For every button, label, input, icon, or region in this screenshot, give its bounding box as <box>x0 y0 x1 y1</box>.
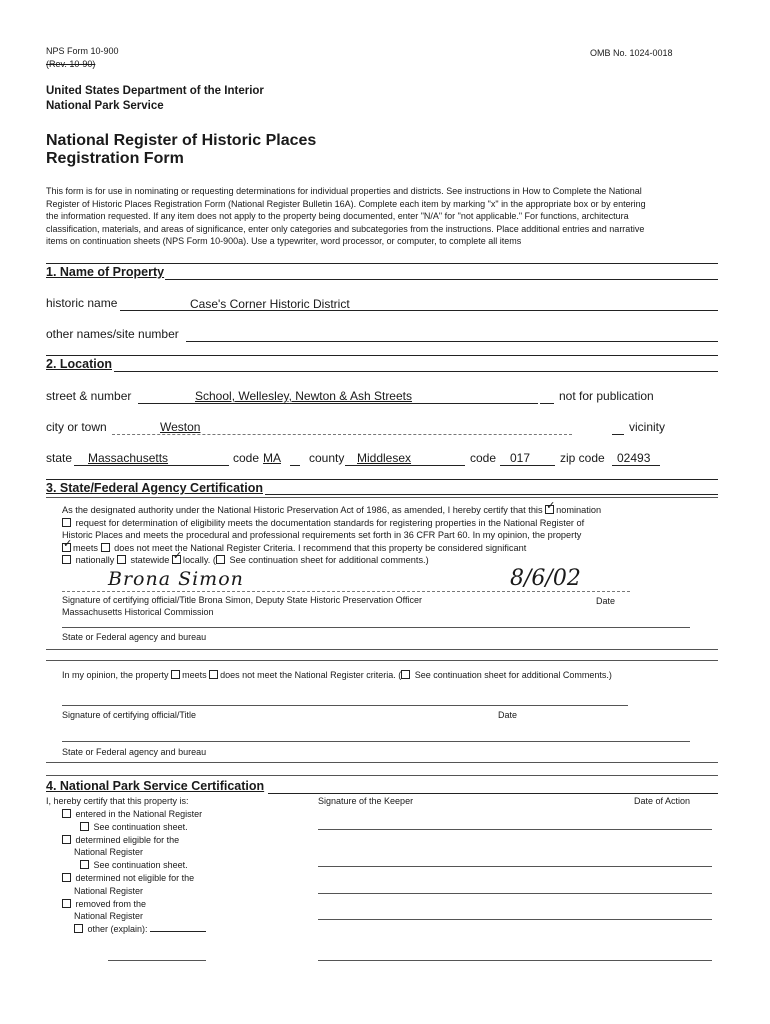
instructions-line: the information requested. If any item does not apply to the property being documented, enter "N/A" for "not applicable." For functions, architectura <box>46 211 629 221</box>
opinion-meets-label: meets <box>182 670 207 680</box>
section-4-heading: 4. National Park Service Certification <box>46 779 265 793</box>
determined-eligible-label: determined eligible for the <box>75 834 180 845</box>
divider <box>46 355 718 356</box>
removed-label-2: National Register <box>74 911 144 922</box>
determined-eligible-checkbox[interactable] <box>62 835 71 844</box>
street-label: street & number <box>46 389 132 403</box>
certification-line: request for determination of eligibility meets the documentation standards for registering properties in the National Register of <box>75 517 585 528</box>
does-not-meet-label: does not meet the National Register Criteria. I recommend that this property be considered significant <box>114 542 527 553</box>
official-signature: Brona Simon <box>108 568 244 590</box>
county-code-underline <box>500 465 555 466</box>
other-explain-line[interactable] <box>108 960 206 961</box>
county-label: county <box>309 451 345 465</box>
opinion-does-not-meet-checkbox[interactable] <box>209 670 218 679</box>
keeper-signature-line-5[interactable] <box>318 960 712 961</box>
divider <box>46 660 718 661</box>
divider <box>290 465 300 466</box>
divider <box>46 762 718 763</box>
divider <box>114 371 718 372</box>
state-underline <box>74 465 229 466</box>
nationally-label: nationally <box>75 555 115 565</box>
request-checkbox[interactable] <box>62 518 71 527</box>
county-code-label: code <box>470 451 497 465</box>
does-not-meet-checkbox[interactable] <box>101 543 110 552</box>
county-code-field[interactable]: 017 <box>510 451 531 465</box>
form-number: NPS Form 10-900 <box>46 46 119 56</box>
divider <box>46 479 718 480</box>
date-label: Date <box>596 596 616 606</box>
form-subtitle: Registration Form <box>46 150 184 167</box>
form-title: National Register of Historic Places <box>46 132 317 149</box>
city-underline <box>112 434 572 435</box>
opinion-text <box>62 669 612 682</box>
signature-date: 8/6/02 <box>510 566 581 591</box>
see-continuation-2-checkbox[interactable] <box>80 860 89 869</box>
state-code-field[interactable]: MA <box>263 451 281 465</box>
date2-label: Date <box>498 710 518 720</box>
opinion-continuation-label: See continuation sheet for additional Comments.) <box>414 670 612 680</box>
removed-checkbox[interactable] <box>62 899 71 908</box>
agency2-line[interactable] <box>62 741 690 742</box>
statewide-checkbox[interactable] <box>117 555 126 564</box>
agency-line <box>62 627 690 628</box>
agency2-label: State or Federal agency and bureau <box>62 747 207 757</box>
section-2-heading: 2. Location <box>46 357 112 371</box>
certification-text <box>62 504 712 567</box>
historic-name-field[interactable]: Case's Corner Historic District <box>190 297 350 311</box>
nps-options <box>62 808 206 936</box>
instructions <box>46 185 726 248</box>
instructions-line: items on continuation sheets (NPS Form 10-900a). Use a typewriter, word processor, or computer, to complete all items <box>46 236 522 246</box>
entered-label: entered in the National Register <box>75 809 203 819</box>
keeper-signature-line-3[interactable] <box>318 893 712 894</box>
locally-checkbox[interactable] <box>172 555 181 564</box>
continuation-checkbox[interactable] <box>216 555 225 564</box>
street-underline <box>138 403 538 404</box>
other-explain-field[interactable] <box>150 931 206 932</box>
removed-label: removed from the <box>75 898 147 909</box>
not-for-publication-label: not for publication <box>559 389 654 403</box>
locally-label: locally. ( <box>182 555 216 565</box>
agency-value: Massachusetts Historical Commission <box>62 607 214 617</box>
department: United States Department of the Interior <box>46 85 264 97</box>
not-eligible-checkbox[interactable] <box>62 873 71 882</box>
nationally-checkbox[interactable] <box>62 555 71 564</box>
nomination-checkbox[interactable] <box>545 505 554 514</box>
opinion-lead: In my opinion, the property <box>62 670 169 680</box>
keeper-signature-line-1[interactable] <box>318 829 712 830</box>
state-code-label: code <box>233 451 260 465</box>
date-of-action-label: Date of Action <box>634 796 691 806</box>
county-field[interactable]: Middlesex <box>357 451 412 465</box>
vicinity-checkbox[interactable] <box>612 434 624 435</box>
zip-label: zip code <box>560 451 605 465</box>
signature2-label: Signature of certifying official/Title <box>62 710 197 720</box>
county-underline <box>345 465 465 466</box>
vicinity-label: vicinity <box>629 420 666 434</box>
opinion-does-not-meet-label: does not meet the National Register criteria. ( <box>220 670 402 680</box>
section-3-heading: 3. State/Federal Agency Certification <box>46 481 263 495</box>
instructions-line: classification, materials, and areas of significance, enter only categories and subcategories from the instructions. Place additional entries and narrative <box>46 223 645 234</box>
opinion-meets-checkbox[interactable] <box>171 670 180 679</box>
city-field[interactable]: Weston <box>160 420 201 434</box>
divider <box>265 494 718 495</box>
state-field[interactable]: Massachusetts <box>88 451 169 465</box>
divider <box>165 279 718 280</box>
service: National Park Service <box>46 100 164 112</box>
zip-field[interactable]: 02493 <box>617 451 651 465</box>
meets-checkbox[interactable] <box>62 543 71 552</box>
nomination-label: nomination <box>556 505 602 515</box>
see-continuation-1-label: See continuation sheet. <box>93 821 188 832</box>
signature-label: Signature of certifying official/Title Brona Simon, Deputy State Historic Preservation Officer <box>62 595 422 605</box>
entered-checkbox[interactable] <box>62 809 71 818</box>
divider <box>46 649 718 650</box>
certification-line: Historic Places and meets the procedural and professional requirements set forth in 36 CFR Part 60. In my opinion, the property <box>62 530 582 540</box>
divider <box>46 497 718 498</box>
determined-eligible-label-2: National Register <box>74 847 144 858</box>
divider <box>46 775 718 776</box>
section-1-heading: 1. Name of Property <box>46 265 165 279</box>
keeper-signature-label: Signature of the Keeper <box>318 796 414 806</box>
other-checkbox[interactable] <box>74 924 83 933</box>
continuation-label: See continuation sheet for additional comments.) <box>229 555 429 565</box>
omb-number: OMB No. 1024-0018 <box>590 48 673 58</box>
signature-line <box>62 591 630 592</box>
zip-underline <box>612 465 660 466</box>
agency-label: State or Federal agency and bureau <box>62 632 207 642</box>
statewide-label: statewide <box>130 555 170 565</box>
certification-line: As the designated authority under the National Historic Preservation Act of 1986, as amended, I hereby certify that this <box>62 505 543 515</box>
meets-label: meets <box>73 542 99 553</box>
keeper-signature-line-4[interactable] <box>318 919 712 920</box>
instructions-line: Register of Historic Places Registration Form (National Register Bulletin 16A). Complete each item by marking "x" in the appropriate box or by entering <box>46 198 646 209</box>
state-label: state <box>46 451 73 465</box>
city-label: city or town <box>46 420 107 434</box>
see-continuation-2-label: See continuation sheet. <box>93 860 188 871</box>
not-eligible-label-2: National Register <box>74 885 144 896</box>
divider <box>46 263 718 264</box>
form-revision: (Rev. 10-90) <box>46 59 96 69</box>
other-names-label: other names/site number <box>46 327 179 341</box>
instructions-line: This form is for use in nominating or requesting determinations for individual properties and districts. See instructions in How to Complete the National <box>46 186 642 196</box>
historic-name-label: historic name <box>46 296 118 310</box>
opinion-continuation-checkbox[interactable] <box>401 670 410 679</box>
street-field[interactable]: School, Wellesley, Newton & Ash Streets <box>195 389 412 403</box>
other-label: other (explain): <box>87 924 148 935</box>
not-for-publication-checkbox[interactable] <box>540 403 554 404</box>
certify-statement: I, hereby certify that this property is: <box>46 796 189 806</box>
divider <box>268 793 718 794</box>
not-eligible-label: determined not eligible for the <box>75 872 195 883</box>
signature2-line[interactable] <box>62 705 628 706</box>
see-continuation-1-checkbox[interactable] <box>80 822 89 831</box>
other-names-field[interactable] <box>186 341 718 342</box>
keeper-signature-line-2[interactable] <box>318 866 712 867</box>
